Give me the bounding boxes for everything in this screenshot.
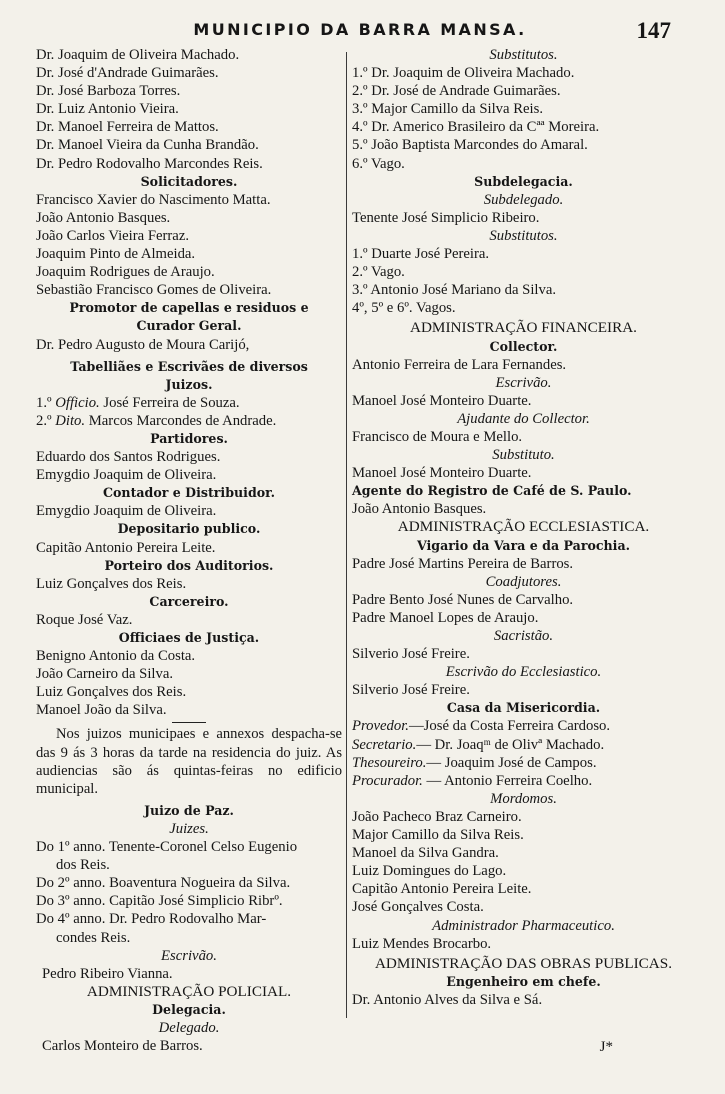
depositario-line: Capitão Antonio Pereira Leite. <box>36 539 216 556</box>
juiz-line: Do 3º anno. Capitão José Simplicio Ribrº. <box>36 893 283 910</box>
mordomo-line: Major Camillo da Silva Reis. <box>352 827 524 844</box>
section-heading-depositario: Depositario publico. <box>117 521 261 537</box>
subdelegado-label: Subdelegado. <box>483 191 564 208</box>
contador-line: Emygdio Joaquim de Oliveira. <box>36 503 217 520</box>
sacristao-label: Sacristão. <box>493 628 554 644</box>
section-heading-vigario: Vigario da Vara e da Parochia. <box>416 537 631 553</box>
section-heading-delegacia: Delegacia. <box>152 1001 226 1017</box>
juiz-line: Do 4º anno. Dr. Pedro Rodovalho Mar- <box>36 911 267 928</box>
coadjutor-line: Padre Bento José Nunes de Carvalho. <box>352 591 574 608</box>
porteiro-line: Luiz Gonçalves dos Reis. <box>36 575 187 592</box>
section-heading-adm-ecclesiastica: ADMINISTRAÇÃO ECCLESIASTICA. <box>397 518 650 536</box>
page-number: 147 <box>636 18 671 43</box>
escrivao-eccl-line: Silverio José Freire. <box>352 682 470 699</box>
section-heading-collector: Collector. <box>489 338 558 354</box>
mordomo-line: Capitão Antonio Pereira Leite. <box>352 881 532 898</box>
section-heading-misericordia: Casa da Misericordia. <box>446 700 601 716</box>
mordomo-line: Manoel da Silva Gandra. <box>352 845 499 862</box>
officiaes-line: João Carneiro da Silva. <box>36 666 174 683</box>
sacristao-line: Silverio José Freire. <box>352 646 470 663</box>
officiaes-line: Manoel João da Silva. <box>36 702 167 719</box>
ajudante-label: Ajudante do Collector. <box>457 410 590 427</box>
section-heading-engenheiro: Engenheiro em chefe. <box>446 973 601 989</box>
section-heading-officiaes: Officiaes de Justiça. <box>118 630 260 645</box>
administrador-label: Administrador Pharmaceutico. <box>432 917 615 934</box>
juiz-line: Do 1º anno. Tenente-Coronel Celso Eugenio <box>36 839 298 856</box>
officio-number: 1.º <box>36 394 56 411</box>
procurador-label: Procurador. <box>352 772 423 789</box>
delegado-line: Carlos Monteiro de Barros. <box>42 1038 203 1055</box>
section-heading-subdelegacia: Subdelegacia. <box>474 173 573 189</box>
provedor-line <box>352 717 695 735</box>
ajudante-line: Francisco de Moura e Mello. <box>352 428 523 445</box>
section-heading-adm-policial: ADMINISTRAÇÃO POLICIAL. <box>86 982 292 1000</box>
section-heading-promotor: Promotor de capellas e residuos e <box>69 300 309 316</box>
subdelegado-line: Tenente José Simplicio Ribeiro. <box>352 209 540 226</box>
office-hours-note: Nos juizos municipaes e annexos despacha-se das 9 ás 3 horas da tarde na residencia do juiz. As audiencias são ás quintas-feiras no edificio municipal. <box>36 726 342 797</box>
running-title: MUNICIPIO DA BARRA MANSA. <box>193 20 527 39</box>
juiz-line: condes Reis. <box>56 929 131 946</box>
substituto-line: Manoel José Monteiro Duarte. <box>352 465 532 482</box>
escrivao-line: Manoel José Monteiro Duarte. <box>352 392 532 409</box>
thesoureiro-label: Thesoureiro. <box>352 754 427 771</box>
doctor-line: Dr. Pedro Rodovalho Marcondes Reis. <box>36 155 263 172</box>
section-heading-partidores: Partidores. <box>150 430 228 446</box>
section-heading-tabelliaes-cont: Juizos. <box>165 376 213 392</box>
substitutos-label: Substitutos. <box>489 47 558 63</box>
vigario-line: Padre José Martins Pereira de Barros. <box>352 555 574 572</box>
partidor-line: Emygdio Joaquim de Oliveira. <box>36 467 217 484</box>
coadjutor-line: Padre Manoel Lopes de Araujo. <box>352 609 539 626</box>
section-heading-carcereiro: Carcereiro. <box>149 593 229 609</box>
secretario-name: — Dr. Joaqᵐ de Olivª Machado. <box>416 736 605 753</box>
secretario-label: Secretario. <box>352 736 417 753</box>
section-heading-adm-financeira: ADMINISTRAÇÃO FINANCEIRA. <box>410 319 637 337</box>
engenheiro-line: Dr. Antonio Alves da Silva e Sá. <box>352 991 543 1008</box>
juizes-label: Juizes. <box>169 820 209 837</box>
section-heading-solicitadores: Solicitadores. <box>140 173 238 189</box>
substituto-line: 6.º Vago. <box>352 155 405 172</box>
doctor-line: Dr. Manoel Ferreira de Mattos. <box>36 119 219 136</box>
collector-line: Antonio Ferreira de Lara Fernandes. <box>352 356 567 373</box>
substitutos2-label: Substitutos. <box>489 227 558 244</box>
section-heading-agente: Agente do Registro de Café de S. Paulo. <box>352 483 632 499</box>
solicitador-line: Francisco Xavier do Nascimento Matta. <box>36 191 271 208</box>
officio-number: 2.º <box>36 412 56 429</box>
mordomos-label: Mordomos. <box>490 790 557 807</box>
carcereiro-line: Roque José Vaz. <box>36 611 133 628</box>
substituto-line: 5.º João Baptista Marcondes do Amaral. <box>352 137 588 154</box>
left-column <box>36 46 342 1055</box>
doctor-line: Dr. Manoel Vieira da Cunha Brandão. <box>36 137 259 154</box>
escrivao-label: Escrivão. <box>161 947 217 964</box>
section-heading-juizo-paz: Juizo de Paz. <box>144 802 234 818</box>
substituto2-line: 4º, 5º e 6º. Vagos. <box>352 300 456 317</box>
solicitador-line: Joaquim Pinto de Almeida. <box>36 246 196 263</box>
provedor-name: —José da Costa Ferreira Cardoso. <box>408 718 611 735</box>
right-column <box>352 46 695 1009</box>
section-heading-adm-obras: ADMINISTRAÇÃO DAS OBRAS PUBLICAS. <box>374 954 673 972</box>
promotor-line: Dr. Pedro Augusto de Moura Carijó, <box>36 336 250 353</box>
officio-line <box>36 394 342 412</box>
delegado-label: Delegado. <box>158 1019 220 1036</box>
thesoureiro-name: — Joaquim José de Campos. <box>426 754 597 771</box>
section-heading-porteiro: Porteiro dos Auditorios. <box>104 557 274 573</box>
doctor-line: Dr. Luiz Antonio Vieira. <box>36 101 179 118</box>
agente-line: João Antonio Basques. <box>352 501 487 518</box>
escrivao-label: Escrivão. <box>495 374 552 391</box>
doctor-line: Dr. Joaquim de Oliveira Machado. <box>36 47 240 63</box>
section-heading-contador: Contador e Distribuidor. <box>102 485 276 501</box>
escrivao-line: Pedro Ribeiro Vianna. <box>42 965 173 982</box>
substituto-label: Substituto. <box>492 447 555 464</box>
juiz-line: dos Reis. <box>56 857 110 874</box>
solicitador-line: João Carlos Vieira Ferraz. <box>36 227 190 244</box>
solicitador-line: Sebastião Francisco Gomes de Oliveira. <box>36 282 272 299</box>
doctor-line: Dr. José d'Andrade Guimarães. <box>36 65 219 82</box>
officio-name: José Ferreira de Souza. <box>99 394 240 411</box>
escrivao-eccl-label: Escrivão do Ecclesiastico. <box>445 664 602 681</box>
officio-line <box>36 412 342 430</box>
substituto-line: 1.º Dr. Joaquim de Oliveira Machado. <box>352 65 575 82</box>
procurador-name: — Antonio Ferreira Coelho. <box>422 772 593 789</box>
officio-name: Marcos Marcondes de Andrade. <box>85 412 277 429</box>
juiz-line: Do 2º anno. Boaventura Nogueira da Silva. <box>36 875 291 892</box>
officio-label: Dito. <box>55 412 86 429</box>
substituto-line: 3.º Major Camillo da Silva Reis. <box>352 101 543 118</box>
doctor-line: Dr. José Barboza Torres. <box>36 83 181 100</box>
coadjutores-label: Coadjutores. <box>485 573 562 590</box>
mordomo-line: João Pacheco Braz Carneiro. <box>352 808 522 825</box>
thesoureiro-line <box>352 754 695 772</box>
column-divider <box>346 52 347 1018</box>
officio-label: Officio. <box>55 394 100 411</box>
officiaes-line: Luiz Gonçalves dos Reis. <box>36 684 187 701</box>
solicitador-line: João Antonio Basques. <box>36 209 171 226</box>
officiaes-line: Benigno Antonio da Costa. <box>36 648 196 665</box>
substituto-line: 2.º Dr. José de Andrade Guimarães. <box>352 83 561 100</box>
substituto2-line: 2.º Vago. <box>352 264 405 281</box>
section-heading-tabelliaes: Tabelliães e Escrivães de diversos <box>70 358 308 374</box>
mordomo-line: Luiz Domingues do Lago. <box>352 863 507 880</box>
section-rule <box>172 722 206 723</box>
signature-mark: J* <box>599 1039 613 1055</box>
provedor-label: Provedor. <box>352 718 409 735</box>
secretario-line <box>352 736 695 754</box>
administrador-line: Luiz Mendes Brocarbo. <box>352 935 492 952</box>
solicitador-line: Joaquim Rodrigues de Araujo. <box>36 264 215 281</box>
procurador-line <box>352 772 695 790</box>
partidor-line: Eduardo dos Santos Rodrigues. <box>36 449 221 466</box>
substituto-line: 4.º Dr. Americo Brasileiro da Cªª Moreira. <box>352 119 600 136</box>
section-heading-promotor-cont: Curador Geral. <box>136 318 242 334</box>
substituto2-line: 1.º Duarte José Pereira. <box>352 246 490 263</box>
mordomo-line: José Gonçalves Costa. <box>352 899 484 916</box>
substituto2-line: 3.º Antonio José Mariano da Silva. <box>352 282 557 299</box>
